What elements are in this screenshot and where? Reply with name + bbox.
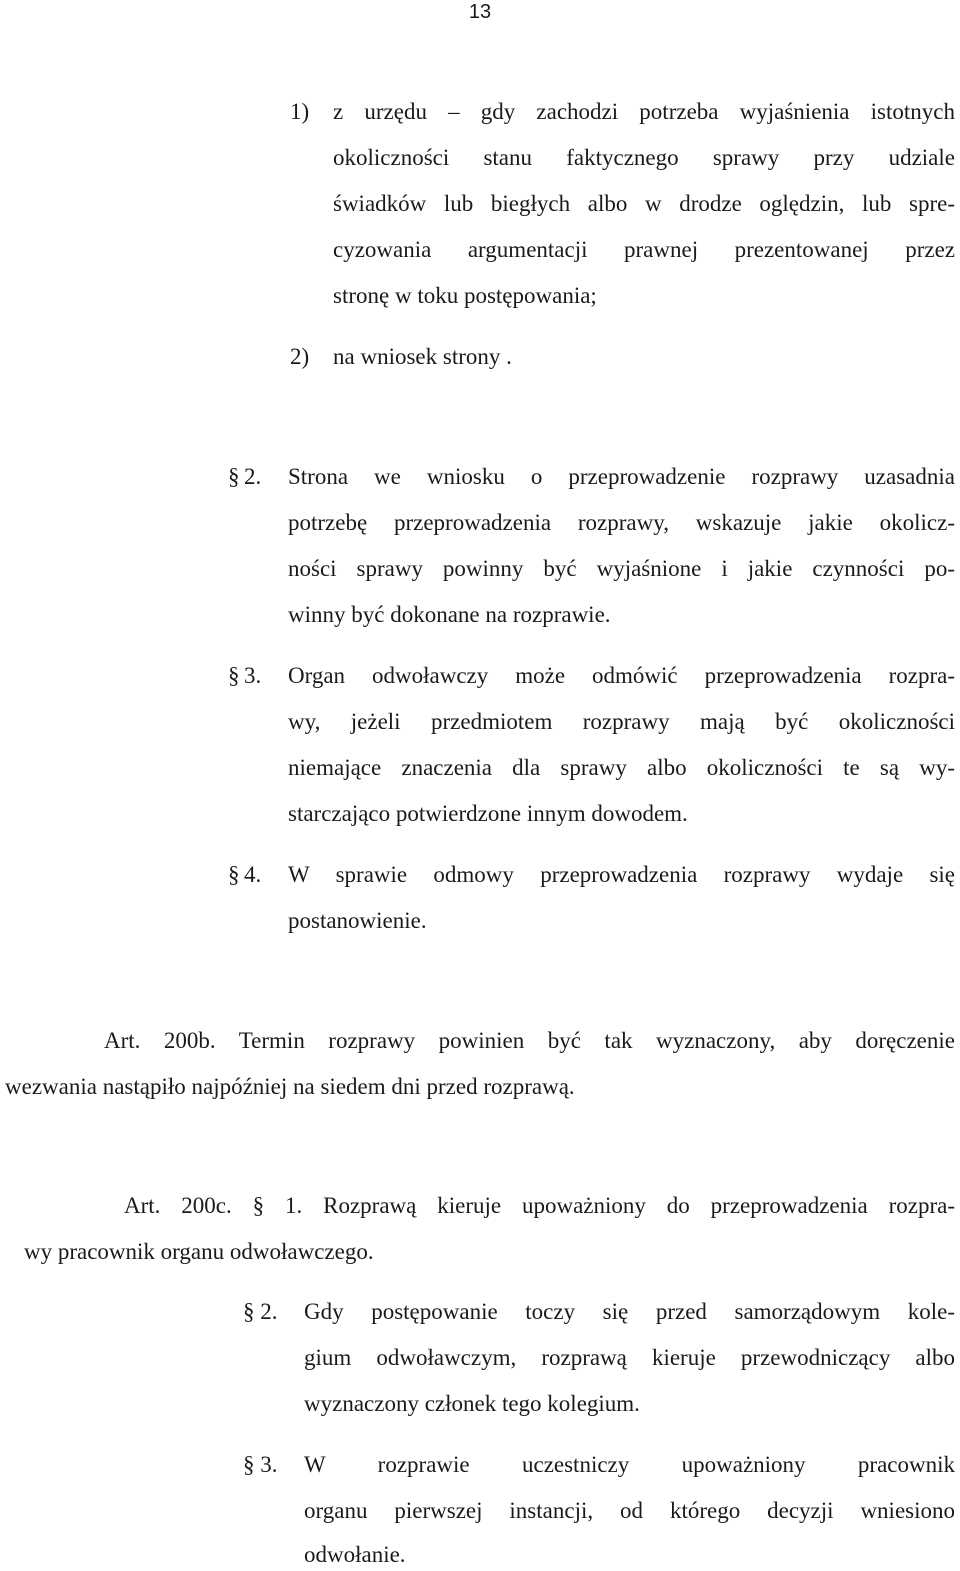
article-line: wezwania nastąpiło najpóźniej na siedem dni przed rozprawą. xyxy=(5,1074,575,1099)
list-item-line: stronę w toku postępowania; xyxy=(333,283,597,308)
section-line: winny być dokonane na rozprawie. xyxy=(288,602,611,627)
list-item-text: na wniosek strony . xyxy=(333,344,512,369)
section-sign-icon: § xyxy=(228,464,240,489)
section-line: wyznaczony członek tego kolegium. xyxy=(304,1391,640,1416)
section-line: gium odwoławczym, rozprawą kieruje przewodniczący albo xyxy=(304,1345,955,1370)
section-label: § 2. xyxy=(243,1299,278,1324)
section-sign-icon: § xyxy=(228,663,240,688)
article-line: Art. 200b. Termin rozprawy powinien być tak wyznaczony, aby doręczenie xyxy=(104,1028,955,1053)
section-line: Organ odwoławczy może odmówić przeprowadzenia rozpra- xyxy=(288,663,955,688)
section-sign-icon: § xyxy=(228,862,240,887)
section-line: potrzebę przeprowadzenia rozprawy, wskazuje jakie okolicz- xyxy=(288,510,955,535)
section-line: Gdy postępowanie toczy się przed samorządowym kole- xyxy=(304,1299,955,1324)
section-line: W rozprawie uczestniczy upoważniony pracownik xyxy=(304,1452,955,1477)
section-line: wy, jeżeli przedmiotem rozprawy mają być okoliczności xyxy=(288,709,955,734)
article-line: Art. 200c. § 1. Rozprawą kieruje upoważniony do przeprowadzenia rozpra- xyxy=(124,1193,955,1218)
section-label: § 3. xyxy=(243,1452,278,1477)
list-item-label: 2) xyxy=(290,344,310,369)
list-item-label: 1) xyxy=(290,99,310,124)
section-line: ności sprawy powinny być wyjaśnione i jakie czynności po- xyxy=(288,556,955,581)
section-line: starczająco potwierdzone innym dowodem. xyxy=(288,801,688,826)
section-label: 4. xyxy=(244,862,262,887)
article-line: wy pracownik organu odwoławczego. xyxy=(24,1239,374,1264)
page-number: 13 xyxy=(468,1,492,23)
section-label: 2. xyxy=(244,464,262,489)
section-line: W sprawie odmowy przeprowadzenia rozprawy wydaje się xyxy=(288,862,955,887)
section-line: organu pierwszej instancji, od którego decyzji wniesiono xyxy=(304,1498,955,1523)
list-item-line: z urzędu – gdy zachodzi potrzeba wyjaśnienia istotnych xyxy=(333,99,955,124)
section-line: odwołanie. xyxy=(304,1542,406,1567)
list-item-line: cyzowania argumentacji prawnej prezentowanej przez xyxy=(333,237,955,262)
list-item-line: okoliczności stanu faktycznego sprawy przy udziale xyxy=(333,145,955,170)
section-label: 3. xyxy=(244,663,262,688)
list-item-line: świadków lub biegłych albo w drodze oględzin, lub spre- xyxy=(333,191,955,216)
section-line: niemające znaczenia dla sprawy albo okoliczności te są wy- xyxy=(288,755,955,780)
section-line: Strona we wniosku o przeprowadzenie rozprawy uzasadnia xyxy=(288,464,955,489)
section-line: postanowienie. xyxy=(288,908,427,933)
